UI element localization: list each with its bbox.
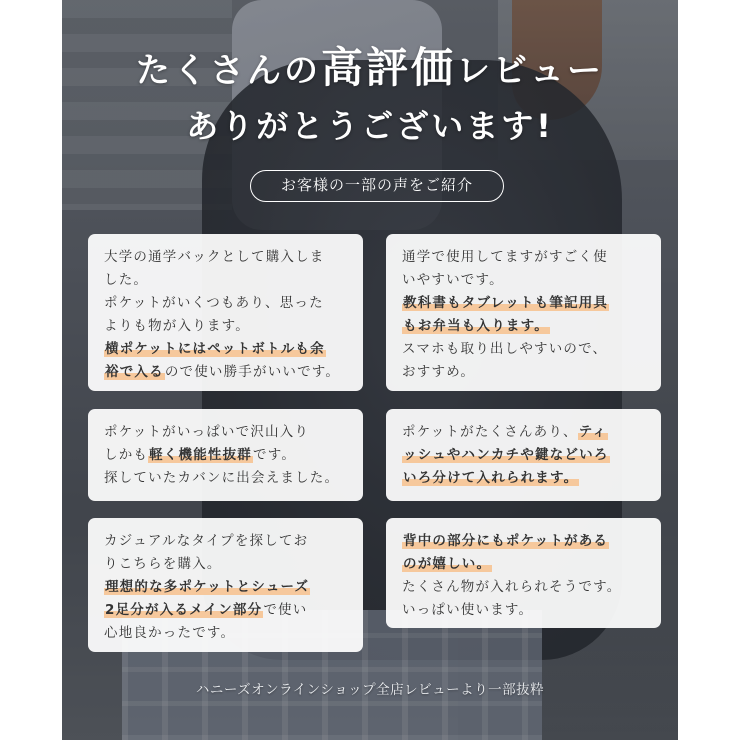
headline-pre: たくさんの <box>135 51 321 91</box>
review-text: ポケットがいっぱいで沢山入り <box>104 424 310 440</box>
highlighted-text: 軽く機能性抜群 <box>149 447 253 463</box>
review-text: よりも物が入ります。 <box>104 318 250 334</box>
review-card <box>386 409 661 501</box>
review-line <box>104 553 347 576</box>
highlighted-text: ッシュやハンカチや鍵などいろ <box>403 447 609 463</box>
review-text: 大学の通学バックとして購入しま <box>104 249 325 265</box>
review-card <box>88 234 363 391</box>
review-line <box>402 338 645 361</box>
review-line <box>402 361 645 384</box>
headline-post: レビュー <box>456 51 604 91</box>
review-line <box>402 530 645 553</box>
review-line <box>104 444 347 467</box>
review-line <box>402 576 645 599</box>
review-line <box>402 246 645 269</box>
headline-line-2: ありがとうございます! <box>186 107 554 145</box>
review-line <box>104 576 347 599</box>
review-line <box>104 292 347 315</box>
review-text: 探していたカバンに出会えました。 <box>104 470 340 486</box>
review-line <box>104 622 347 645</box>
highlighted-text: 背中の部分にもポケットがある <box>403 533 609 549</box>
review-line <box>402 269 645 292</box>
review-text: カジュアルなタイプを探してお <box>104 533 309 549</box>
review-text: した。 <box>104 272 149 288</box>
review-card <box>386 518 661 628</box>
review-line <box>402 315 645 338</box>
review-text: です。 <box>253 447 297 463</box>
headline-emphasis: 高評価 <box>320 43 456 92</box>
review-text: りこちらを購入。 <box>104 556 222 572</box>
review-line <box>402 292 645 315</box>
highlighted-text: いろ分けて入れられます。 <box>403 470 579 486</box>
highlighted-text: 横ポケットにはペットボトルも余 <box>105 341 325 357</box>
review-text: ポケットがいくつもあり、思った <box>104 295 324 311</box>
review-card <box>386 234 661 391</box>
review-text: 心地良かったです。 <box>104 625 236 641</box>
highlighted-text: 2足分が入るメイン部分 <box>105 602 263 618</box>
review-line <box>104 361 347 384</box>
highlighted-text: 裕で入る <box>105 364 164 380</box>
highlighted-text: ティ <box>578 424 608 440</box>
review-line <box>104 599 347 622</box>
review-card <box>88 409 363 501</box>
review-text: 通学で使用してますがすごく使 <box>402 249 608 265</box>
review-text: たくさん物が入れられそうです。 <box>402 579 622 595</box>
review-text: で使い <box>263 602 308 618</box>
review-line <box>104 269 347 292</box>
review-text: おすすめ。 <box>402 364 476 380</box>
highlighted-text: のが嬉しい。 <box>403 556 492 572</box>
review-line <box>104 246 347 269</box>
review-line <box>104 421 347 444</box>
review-line <box>402 467 645 490</box>
review-line <box>104 467 347 490</box>
review-card <box>88 518 363 652</box>
subtitle-pill: お客様の一部の声をご紹介 <box>250 170 504 202</box>
review-line <box>104 315 347 338</box>
source-note: ハニーズオンラインショップ全店レビューより一部抜粋 <box>195 682 545 697</box>
review-line <box>402 444 645 467</box>
review-line <box>402 599 645 622</box>
review-line <box>402 421 645 444</box>
review-text: スマホも取り出しやすいので、 <box>402 341 608 357</box>
review-text: ポケットがたくさんあり、 <box>402 424 578 440</box>
review-text: いっぱい使います。 <box>402 602 534 618</box>
review-line <box>104 530 347 553</box>
review-text: しかも <box>104 447 149 463</box>
review-text: ので使い勝手がいいです。 <box>164 364 341 380</box>
headline-line-1 <box>0 43 740 93</box>
review-line <box>402 553 645 576</box>
highlighted-text: 理想的な多ポケットとシューズ <box>105 579 310 595</box>
highlighted-text: 教科書もタブレットも筆記用具 <box>403 295 609 311</box>
review-line <box>104 338 347 361</box>
highlighted-text: もお弁当も入ります。 <box>403 318 549 334</box>
review-text: いやすいです。 <box>402 272 504 288</box>
